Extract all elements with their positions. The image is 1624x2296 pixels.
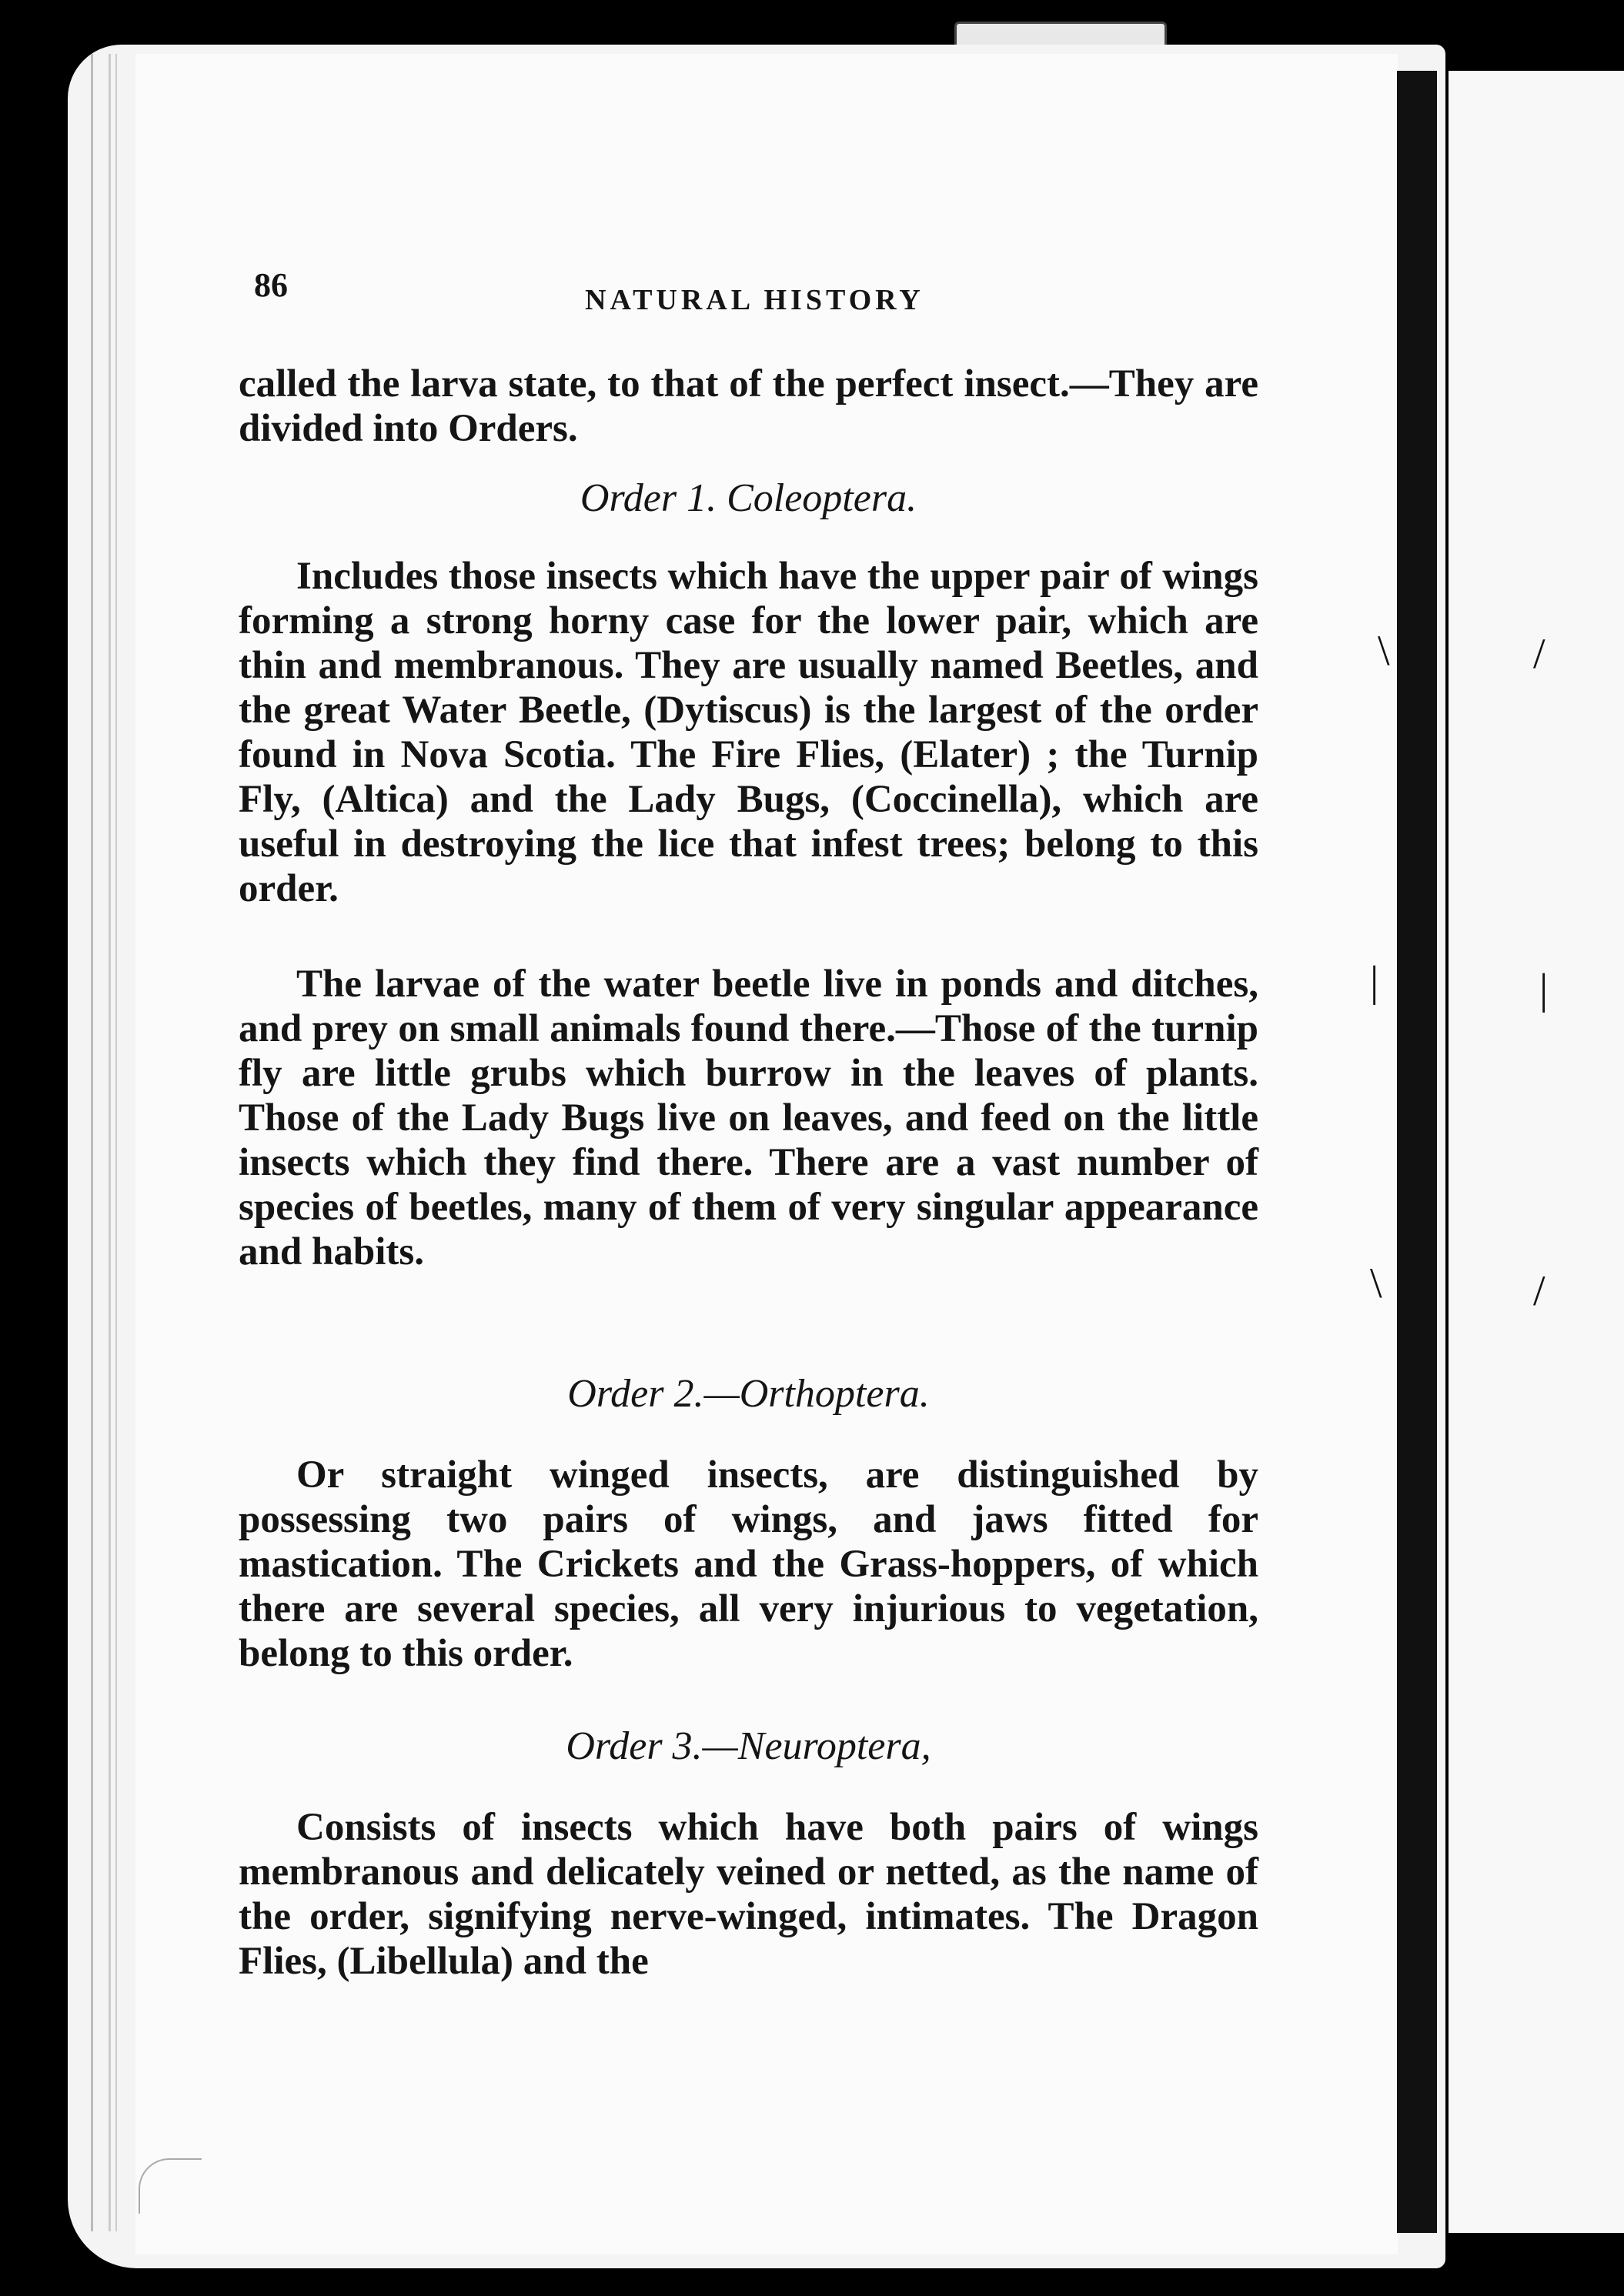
bleed-mark: \ [1370, 1260, 1382, 1307]
running-head: NATURAL HISTORY [585, 284, 924, 316]
page-edge-inner [115, 54, 132, 2231]
page-number: 86 [254, 266, 288, 304]
body-paragraph: Or straight winged insects, are distinguished by possessing two pairs of wings, and jaws fitted for mastication. The Crickets and the Grass-hoppers, of which there are several species, all very injurious to vegetation, belong to this order. [239, 1453, 1258, 1675]
section-heading: Order 1. Coleoptera. [580, 476, 917, 520]
section-heading: Order 3.—Neuroptera, [566, 1724, 931, 1768]
bleed-mark: | [1539, 966, 1549, 1013]
body-paragraph: Consists of insects which have both pairs of wings membranous and delicately veined or netted, as the name of the order, signifying nerve-winged, intimates. The Dragon Flies, (Libellula) and the [239, 1806, 1258, 1983]
continuation-paragraph: called the larva state, to that of the perfect insect.—They are divided into Orders. [239, 362, 1258, 450]
book-gutter [1397, 71, 1437, 2233]
bleed-mark: / [1533, 1267, 1545, 1315]
bleed-mark: | [1370, 958, 1379, 1006]
section-heading: Order 2.—Orthoptera. [567, 1372, 930, 1416]
page-edge [91, 54, 111, 2231]
facing-page [1449, 71, 1624, 2233]
body-paragraph: Includes those insects which have the upper pair of wings forming a strong horny case for the lower pair, which are thin and membranous. They are usually named Beetles, and the great Water Beetle, (Dytiscus) is the largest of the order found in Nova Scotia. The Fire Flies, (Elater) ; the Turnip Fly, (Altica) and the Lady Bugs, (Coccinella), which are useful in destroying the lice that infest trees; belong to this order. [239, 555, 1258, 910]
bleed-mark: \ [1378, 627, 1390, 675]
corner-fold [139, 2158, 202, 2214]
body-paragraph: The larvae of the water beetle live in ponds and ditches, and prey on small animals found there.—Those of the turnip fly are little grubs which burrow in the leaves of plants. Those of the Lady Bugs live on leaves, and feed on the little insects which they find there. There are a vast number of species of beetles, many of them of very singular appearance and habits. [239, 963, 1258, 1273]
bleed-mark: / [1533, 630, 1545, 678]
